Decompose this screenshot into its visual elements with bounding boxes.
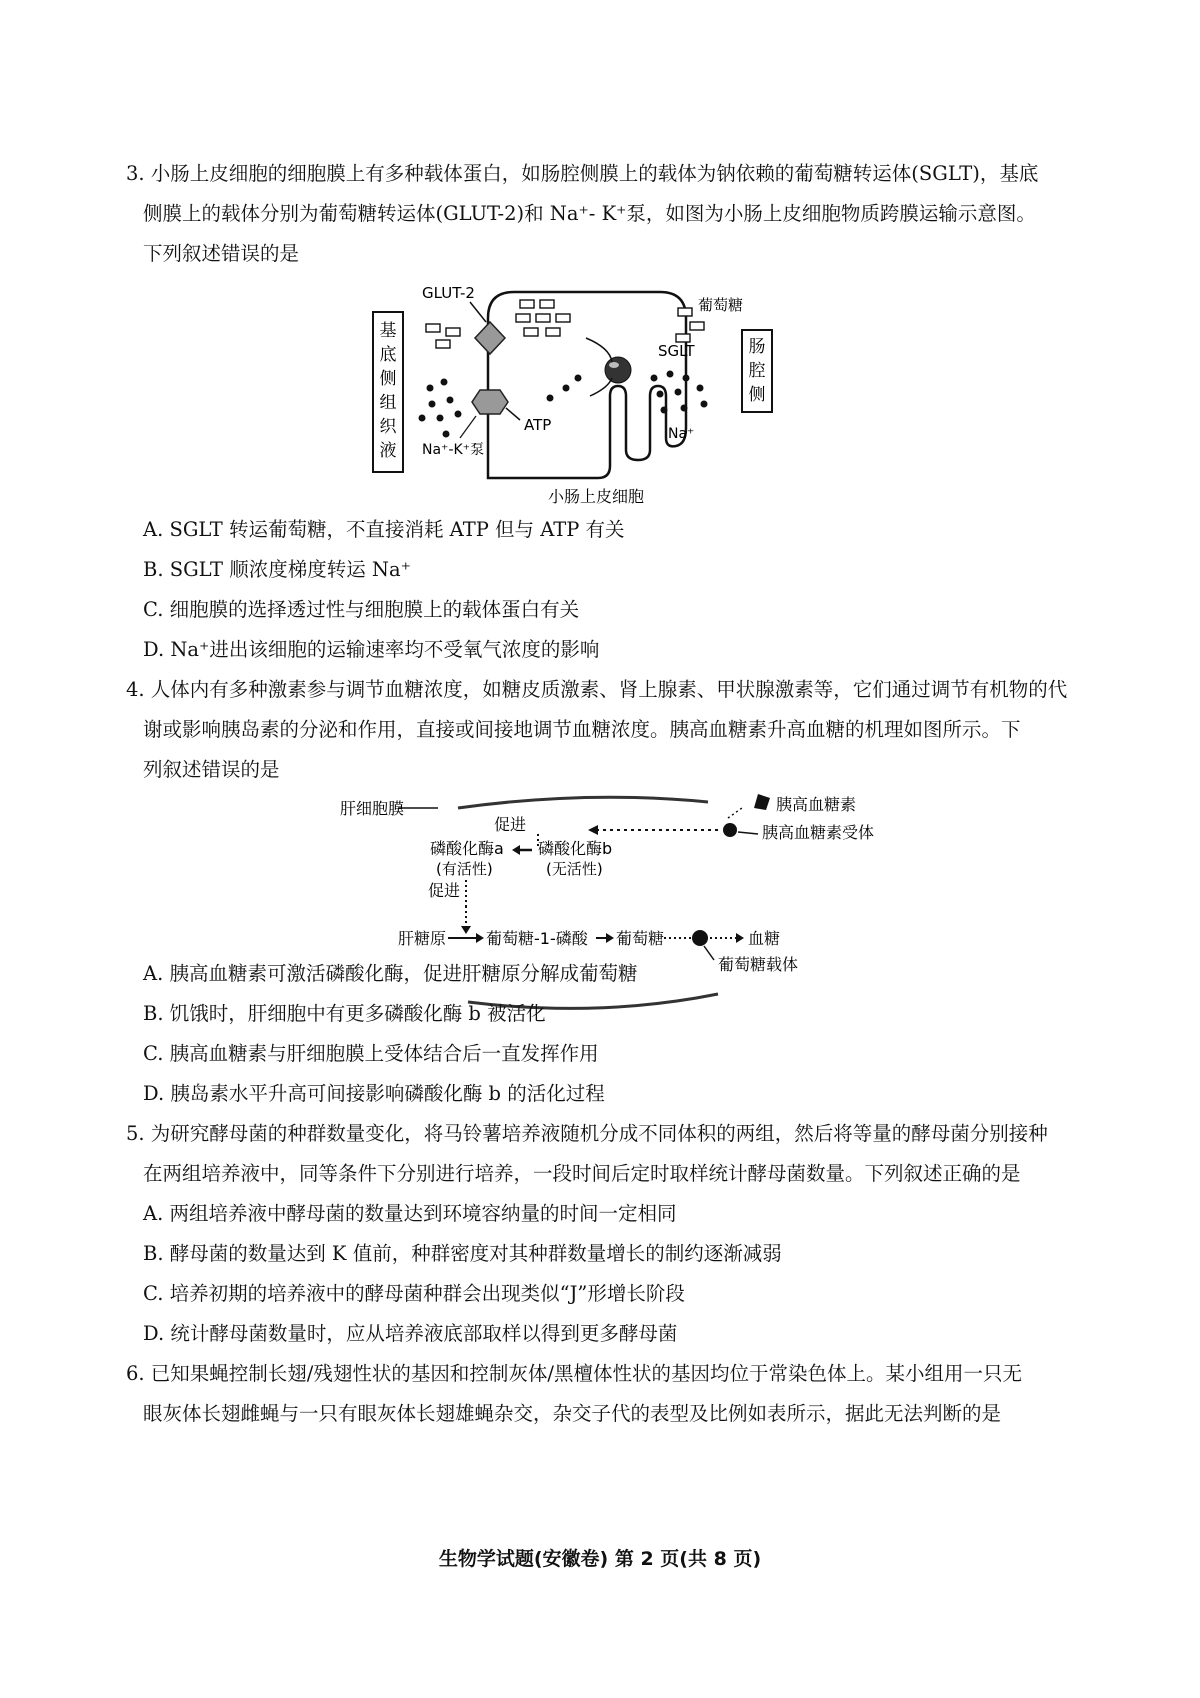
na-k-pump: [472, 390, 508, 414]
membrane-label: 肝细胞膜: [340, 799, 405, 818]
blood-sugar-label: 血糖: [748, 929, 781, 948]
na-label: Na⁺: [668, 426, 695, 442]
q6-stem-line1: 6. 已知果蝇控制长翅/残翅性状的基因和控制灰体/黑檀体性状的基因均位于常染色体上。某小组用一只无: [126, 1362, 1022, 1385]
q5-option-b: B. 酵母菌的数量达到 K 值前，种群密度对其种群数量增长的制约逐渐减弱: [143, 1242, 782, 1265]
basal-side-char: 基: [379, 321, 397, 341]
q4-option-c: C. 胰高血糖素与肝细胞膜上受体结合后一直发挥作用: [143, 1042, 599, 1065]
lumen-side-char: 侧: [748, 385, 766, 405]
glycogen-label: 肝糖原: [398, 929, 447, 948]
enzyme-a-state: (有活性): [436, 860, 493, 878]
enzyme-a-label: 磷酸化酶a: [430, 839, 504, 858]
q5-option-d: D. 统计酵母菌数量时，应从培养液底部取样以得到更多酵母菌: [143, 1322, 678, 1345]
q3-stem-line1: 3. 小肠上皮细胞的细胞膜上有多种载体蛋白，如肠腔侧膜上的载体为钠依赖的葡萄糖转运体(SGLT)，基底: [126, 162, 1039, 185]
lumen-side-char: 肠: [748, 337, 766, 357]
q5-option-a: A. 两组培养液中酵母菌的数量达到环境容纳量的时间一定相同: [143, 1202, 677, 1225]
q3-stem-line2: 侧膜上的载体分别为葡萄糖转运体(GLUT-2)和 Na⁺- K⁺泵，如图为小肠上皮细胞物质跨膜运输示意图。: [143, 202, 1036, 225]
q4-option-a: A. 胰高血糖素可激活磷酸化酶，促进肝糖原分解成葡萄糖: [143, 962, 638, 985]
q3-stem-line3: 下列叙述错误的是: [143, 242, 300, 265]
q5-stem-line1: 5. 为研究酵母菌的种群数量变化，将马铃薯培养液随机分成不同体积的两组，然后将等量的酵母菌分别接种: [126, 1122, 1048, 1145]
basal-side-char: 侧: [379, 369, 397, 389]
glucose-carrier-icon: [692, 930, 708, 946]
q3-option-d: D. Na⁺进出该细胞的运输速率均不受氧气浓度的影响: [143, 638, 600, 661]
glut2-label: GLUT-2: [422, 284, 475, 302]
sglt-label: SGLT: [658, 342, 695, 360]
sglt-carrier: [605, 357, 631, 383]
basal-side-char: 液: [379, 441, 397, 461]
promote2-label: 促进: [428, 881, 461, 900]
q3-option-a: A. SGLT 转运葡萄糖，不直接消耗 ATP 但与 ATP 有关: [143, 518, 625, 541]
cell-membrane-top: [458, 797, 708, 808]
receptor-icon: [723, 823, 737, 837]
lumen-side-char: 腔: [748, 361, 766, 381]
glucose-label: 葡萄糖: [698, 296, 744, 314]
q4-option-d: D. 胰岛素水平升高可间接影响磷酸化酶 b 的活化过程: [143, 1082, 605, 1105]
q4-stem-line1: 4. 人体内有多种激素参与调节血糖浓度，如糖皮质激素、肾上腺素、甲状腺激素等，它们通过调节有机物的代: [126, 678, 1068, 701]
atp-label: ATP: [524, 416, 552, 434]
q3-figure: [360, 278, 840, 508]
receptor-label: 胰高血糖素受体: [762, 823, 875, 842]
figure-caption: 小肠上皮细胞: [547, 487, 645, 506]
q4-stem-line3: 列叙述错误的是: [143, 758, 280, 781]
g1p-label: 葡萄糖-1-磷酸: [486, 929, 588, 948]
q4-option-b: B. 饥饿时，肝细胞中有更多磷酸化酶 b 被活化: [143, 1002, 546, 1025]
glucose-label: 葡萄糖: [616, 929, 665, 948]
basal-side-char: 织: [379, 417, 397, 437]
q3-option-b: B. SGLT 顺浓度梯度转运 Na⁺: [143, 558, 411, 581]
basal-side-char: 组: [379, 393, 397, 413]
glut2-carrier: [475, 322, 505, 354]
enzyme-b-label: 磷酸化酶b: [538, 839, 613, 858]
promote1-label: 促进: [494, 815, 527, 834]
page-footer: 生物学试题(安徽卷) 第 2 页(共 8 页): [438, 1548, 762, 1570]
na-k-pump-label: Na⁺-K⁺泵: [422, 442, 485, 458]
q4-stem-line2: 谢或影响胰岛素的分泌和作用，直接或间接地调节血糖浓度。胰高血糖素升高血糖的机理如图所示。下: [143, 718, 1021, 741]
carrier-label: 葡萄糖载体: [718, 955, 799, 974]
q5-stem-line2: 在两组培养液中，同等条件下分别进行培养，一段时间后定时取样统计酵母菌数量。下列叙述正确的是: [143, 1162, 1021, 1185]
enzyme-b-state: (无活性): [546, 860, 603, 878]
q3-option-c: C. 细胞膜的选择透过性与细胞膜上的载体蛋白有关: [143, 598, 580, 621]
glucagon-icon: [754, 794, 770, 810]
q6-stem-line2: 眼灰体长翅雌蝇与一只有眼灰体长翅雄蝇杂交，杂交子代的表型及比例如表所示，据此无法判断的是: [143, 1402, 1002, 1425]
q5-option-c: C. 培养初期的培养液中的酵母菌种群会出现类似“J”形增长阶段: [143, 1282, 685, 1305]
glucagon-label: 胰高血糖素: [776, 795, 857, 814]
basal-side-char: 底: [379, 345, 397, 365]
